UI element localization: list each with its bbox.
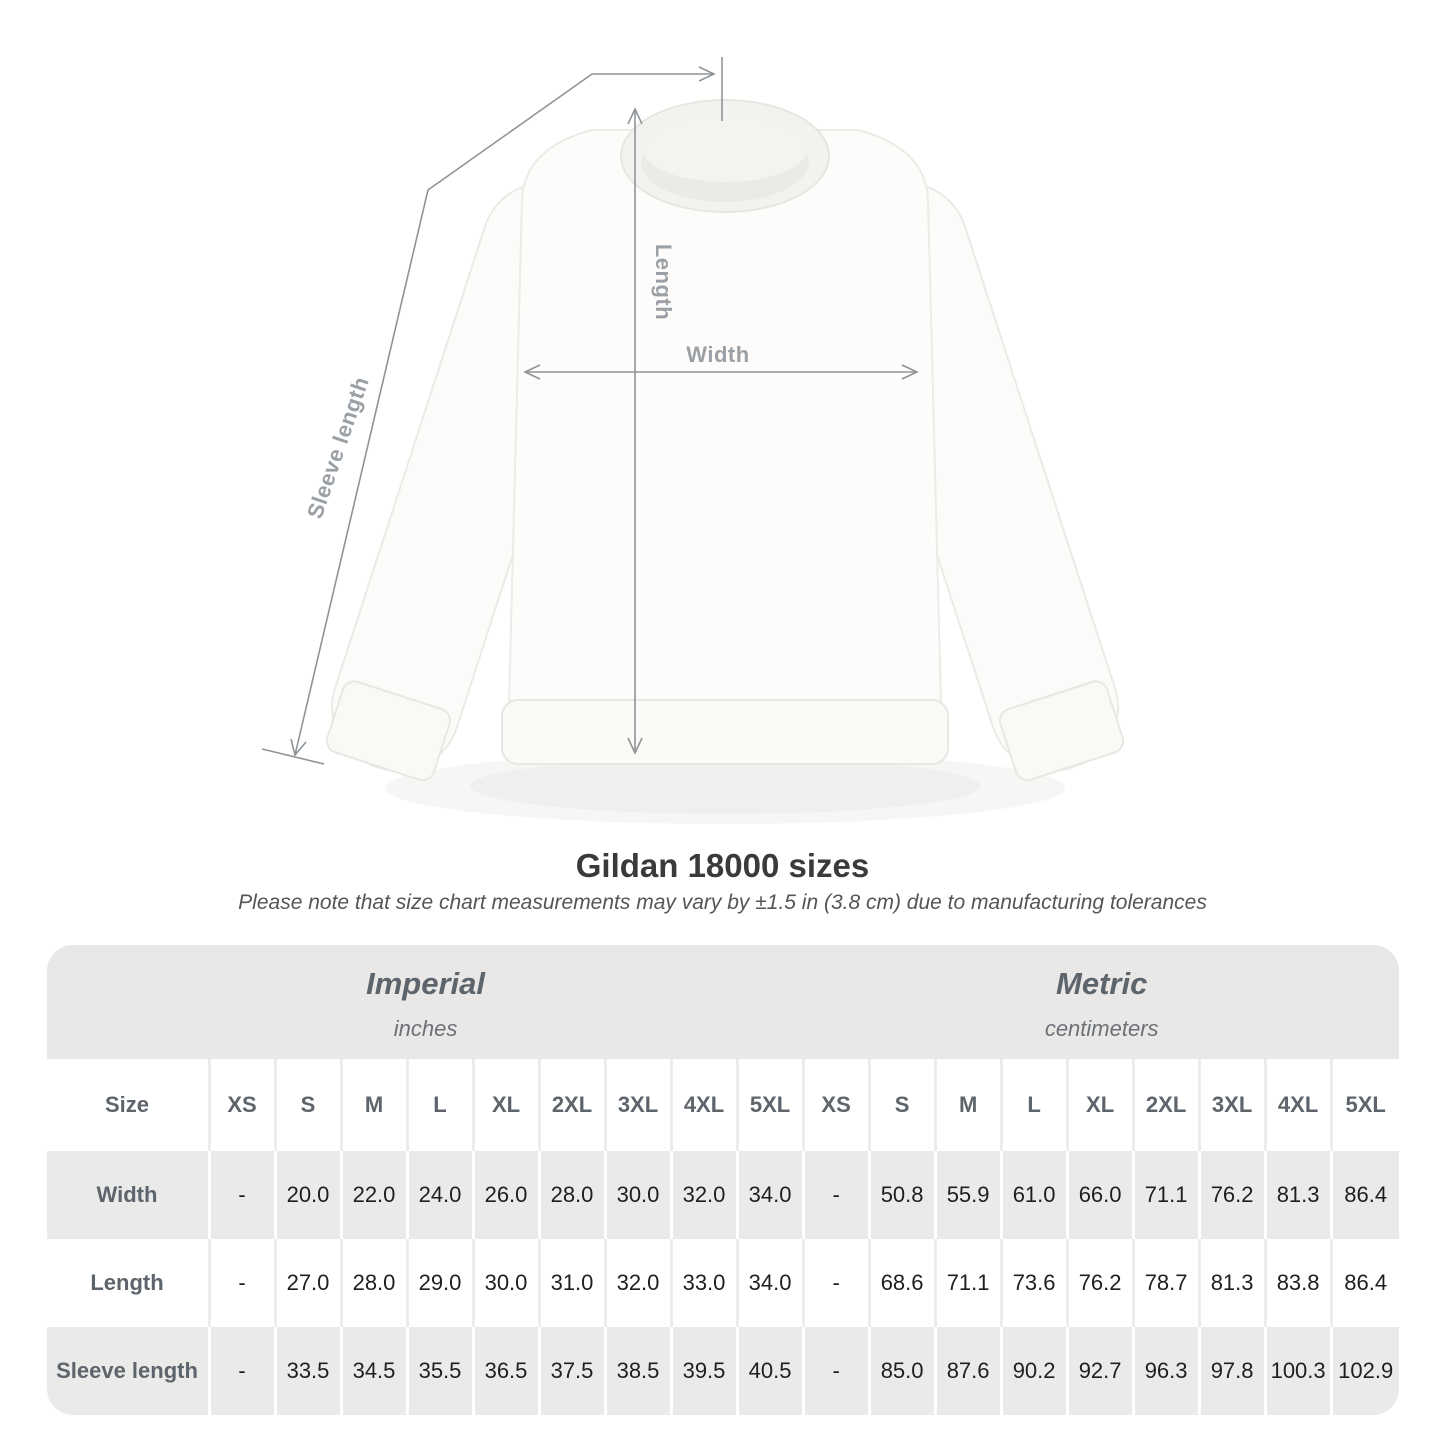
value-cell: 37.5	[541, 1327, 607, 1415]
value-cell: 38.5	[607, 1327, 673, 1415]
value-cell: 97.8	[1201, 1327, 1267, 1415]
size-header-metric-4xl: 4XL	[1267, 1059, 1333, 1151]
metric-group-unit: centimeters	[1044, 1015, 1159, 1041]
value-cell: 39.5	[673, 1327, 739, 1415]
size-header-imperial-5xl: 5XL	[739, 1059, 805, 1151]
size-header-imperial-xs: XS	[211, 1059, 277, 1151]
value-cell: 28.0	[343, 1239, 409, 1327]
value-cell: 83.8	[1267, 1239, 1333, 1327]
value-cell: 87.6	[937, 1327, 1003, 1415]
value-cell: 86.4	[1333, 1151, 1399, 1239]
size-header-metric-xs: XS	[805, 1059, 871, 1151]
value-cell: 55.9	[937, 1151, 1003, 1239]
size-header-metric-xl: XL	[1069, 1059, 1135, 1151]
size-header-row	[47, 1059, 1399, 1151]
size-header-metric-5xl: 5XL	[1333, 1059, 1399, 1151]
value-cell: 40.5	[739, 1327, 805, 1415]
size-header-imperial-4xl: 4XL	[673, 1059, 739, 1151]
value-cell: -	[805, 1327, 871, 1415]
size-header-metric-s: S	[871, 1059, 937, 1151]
page-title: Gildan 18000 sizes	[575, 847, 870, 884]
value-cell: 81.3	[1201, 1239, 1267, 1327]
value-cell: 36.5	[475, 1327, 541, 1415]
row-label: Sleeve length	[47, 1327, 211, 1415]
value-cell: 31.0	[541, 1239, 607, 1327]
value-cell: -	[805, 1239, 871, 1327]
value-cell: 76.2	[1069, 1239, 1135, 1327]
value-cell: -	[211, 1239, 277, 1327]
imperial-group-header	[47, 945, 805, 1059]
value-cell: 90.2	[1003, 1327, 1069, 1415]
value-cell: 34.0	[739, 1239, 805, 1327]
size-column-header: Size	[47, 1059, 211, 1151]
value-cell: -	[211, 1327, 277, 1415]
size-header-imperial-3xl: 3XL	[607, 1059, 673, 1151]
value-cell: 102.9	[1333, 1327, 1399, 1415]
value-cell: 100.3	[1267, 1327, 1333, 1415]
value-cell: 30.0	[607, 1151, 673, 1239]
value-cell: 20.0	[277, 1151, 343, 1239]
value-cell: -	[805, 1151, 871, 1239]
size-header-metric-2xl: 2XL	[1135, 1059, 1201, 1151]
size-header-metric-l: L	[1003, 1059, 1069, 1151]
value-cell: 76.2	[1201, 1151, 1267, 1239]
value-cell: 27.0	[277, 1239, 343, 1327]
table-row-width	[47, 1151, 1399, 1239]
value-cell: -	[211, 1151, 277, 1239]
value-cell: 26.0	[475, 1151, 541, 1239]
sweatshirt-illustration	[316, 100, 1134, 787]
size-table	[47, 945, 1399, 1415]
value-cell: 78.7	[1135, 1239, 1201, 1327]
size-header-imperial-s: S	[277, 1059, 343, 1151]
value-cell: 71.1	[937, 1239, 1003, 1327]
value-cell: 50.8	[871, 1151, 937, 1239]
value-cell: 28.0	[541, 1151, 607, 1239]
size-header-imperial-xl: XL	[475, 1059, 541, 1151]
value-cell: 22.0	[343, 1151, 409, 1239]
value-cell: 96.3	[1135, 1327, 1201, 1415]
imperial-group-label: Imperial	[366, 965, 485, 1001]
metric-group-header	[805, 945, 1399, 1059]
value-cell: 61.0	[1003, 1151, 1069, 1239]
value-cell: 73.6	[1003, 1239, 1069, 1327]
value-cell: 92.7	[1069, 1327, 1135, 1415]
size-header-imperial-2xl: 2XL	[541, 1059, 607, 1151]
value-cell: 71.1	[1135, 1151, 1201, 1239]
value-cell: 34.0	[739, 1151, 805, 1239]
size-header-imperial-m: M	[343, 1059, 409, 1151]
value-cell: 29.0	[409, 1239, 475, 1327]
metric-group-label: Metric	[1056, 965, 1148, 1001]
value-cell: 32.0	[673, 1151, 739, 1239]
value-cell: 33.0	[673, 1239, 739, 1327]
sleeve-length-label: Sleeve length	[301, 373, 374, 522]
value-cell: 32.0	[607, 1239, 673, 1327]
imperial-group-unit: inches	[393, 1015, 458, 1041]
size-table-container	[47, 945, 1399, 1415]
size-header-metric-m: M	[937, 1059, 1003, 1151]
row-label: Width	[47, 1151, 211, 1239]
value-cell: 81.3	[1267, 1151, 1333, 1239]
value-cell: 68.6	[871, 1239, 937, 1327]
unit-group-row	[47, 945, 1399, 1059]
row-label: Length	[47, 1239, 211, 1327]
value-cell: 30.0	[475, 1239, 541, 1327]
size-tolerance-note: Please note that size chart measurements may vary by ±1.5 in (3.8 cm) due to manufacturing tolerances	[238, 890, 1207, 914]
size-header-imperial-l: L	[409, 1059, 475, 1151]
table-row-length	[47, 1239, 1399, 1327]
table-row-sleeve-length	[47, 1327, 1399, 1415]
width-label: Width	[686, 342, 750, 367]
value-cell: 35.5	[409, 1327, 475, 1415]
value-cell: 85.0	[871, 1327, 937, 1415]
value-cell: 33.5	[277, 1327, 343, 1415]
value-cell: 24.0	[409, 1151, 475, 1239]
value-cell: 66.0	[1069, 1151, 1135, 1239]
value-cell: 34.5	[343, 1327, 409, 1415]
size-header-metric-3xl: 3XL	[1201, 1059, 1267, 1151]
value-cell: 86.4	[1333, 1239, 1399, 1327]
length-label: Length	[651, 243, 676, 321]
